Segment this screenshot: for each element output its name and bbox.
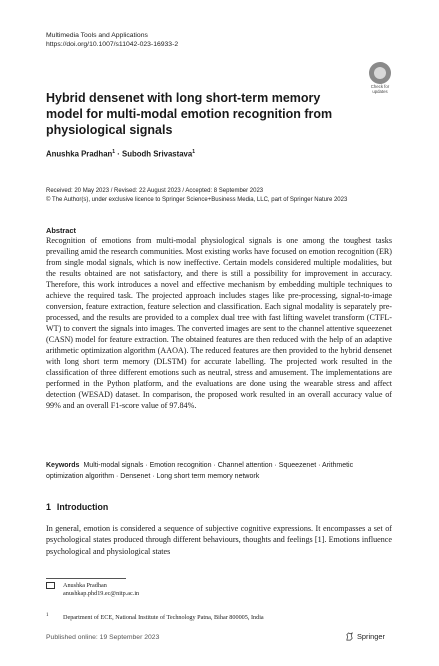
journal-name: Multimedia Tools and Applications <box>46 32 148 39</box>
badge-line2: updates <box>372 88 388 94</box>
affiliation-text: Department of ECE, National Institute of Technology Patna, Bihar 800005, India <box>63 614 264 622</box>
contact-name: Anushka Pradhan <box>63 582 107 589</box>
author-name[interactable]: Anushka Pradhan <box>46 149 113 159</box>
published-online: Published online: 19 September 2023 <box>46 634 160 641</box>
affiliation-number: 1 <box>46 613 49 618</box>
section-heading <box>46 502 108 512</box>
publisher-name: Springer <box>357 632 385 641</box>
affiliation-mark: 1 <box>192 149 196 155</box>
section-title: Introduction <box>56 502 109 512</box>
author-separator: · <box>117 149 120 159</box>
envelope-icon <box>46 582 55 589</box>
abstract-heading: Abstract <box>46 226 76 235</box>
doi-link[interactable]: https://doi.org/10.1007/s11042-023-16933-2 <box>46 41 179 49</box>
badge-line1: Check for <box>370 84 390 89</box>
copyright-notice: © The Author(s), under exclusive licence to Springer Science+Business Media, LLC, part of Springer Nature 2023 <box>46 196 348 203</box>
footnote-divider <box>46 578 126 579</box>
paper-title: Hybrid densenet with long short-term memory model for multi-modal emotion recognition from physiological signals <box>46 91 333 137</box>
author-list <box>46 149 195 159</box>
publication-history <box>46 187 396 205</box>
publisher-logo <box>345 632 385 641</box>
check-for-updates-badge[interactable] <box>367 62 393 95</box>
affiliation-mark: 1 <box>112 149 116 155</box>
date-history: Received: 20 May 2023 / Revised: 22 August 2023 / Accepted: 8 September 2023 <box>46 188 264 194</box>
springer-horse-icon <box>345 632 354 641</box>
check-updates-icon <box>369 62 391 84</box>
contact-email[interactable]: anushkap.phd19.ec@nitp.ac.in <box>63 590 140 598</box>
author-name[interactable]: Subodh Srivastava <box>122 149 193 159</box>
section-number: 1 <box>46 502 51 512</box>
contact-footnote <box>46 582 139 598</box>
journal-header <box>46 31 178 50</box>
abstract-text: Recognition of emotions from multi-modal physiological signals is one among the toughest tasks prevailing amid the research communities. Most existing works have focused on emotion recognition (ER) from single modal signals, which is now ineffective. Certain models considered multiple modalities, but the results obtained are not satisfactory, and there is still a possibility for improvement in accuracy. Therefore, this work introduces a novel and effective mechanism by embedding multiple techniques to achieve the required task. The projected approach includes stages like pre-processing, signal-to-image conversion, feature extraction, feature selection and classification. Each signal modality is separately pre-processed, and the results are provided to a complex dual tree with fast lifting wavelet transform (CTFL-WT) to convert the signals into images. The converted images are sent to the channel attentive squeezenet (CASN) model for feature extraction. The obtained features are then reduced with the help of an adaptive arithmetic optimization algorithm (AAOA). The reduced features are then provided to the hybrid densenet with long short term memory (DLSTM) for accurate labelling. The projected work resulted in the classification of three different emotions such as neutral, stress and amusement. The implementations are performed in the Python platform, and the evaluations are done using the wearable stress and affect detection (WESAD) dataset. In comparison, the proposed work resulted in an overall accuracy value of 99% and an overall F1-score value of 97.84%. <box>46 236 392 410</box>
affiliation-footnote <box>46 613 264 621</box>
intro-paragraph: In general, emotion is considered a sequence of subjective cognitive expressions. It encompasses a set of psychological states produced through different behaviours, thoughts and feelings [1]. Emotions influence psychological and physiological states <box>46 524 392 556</box>
keywords-label: Keywords <box>46 462 80 469</box>
keywords-list: Multi-modal signals · Emotion recognition · Channel attention · Squeezenet · Arithmetic optimization algorithm · Densenet · Long short term memory network <box>46 462 354 480</box>
keywords <box>46 460 392 482</box>
